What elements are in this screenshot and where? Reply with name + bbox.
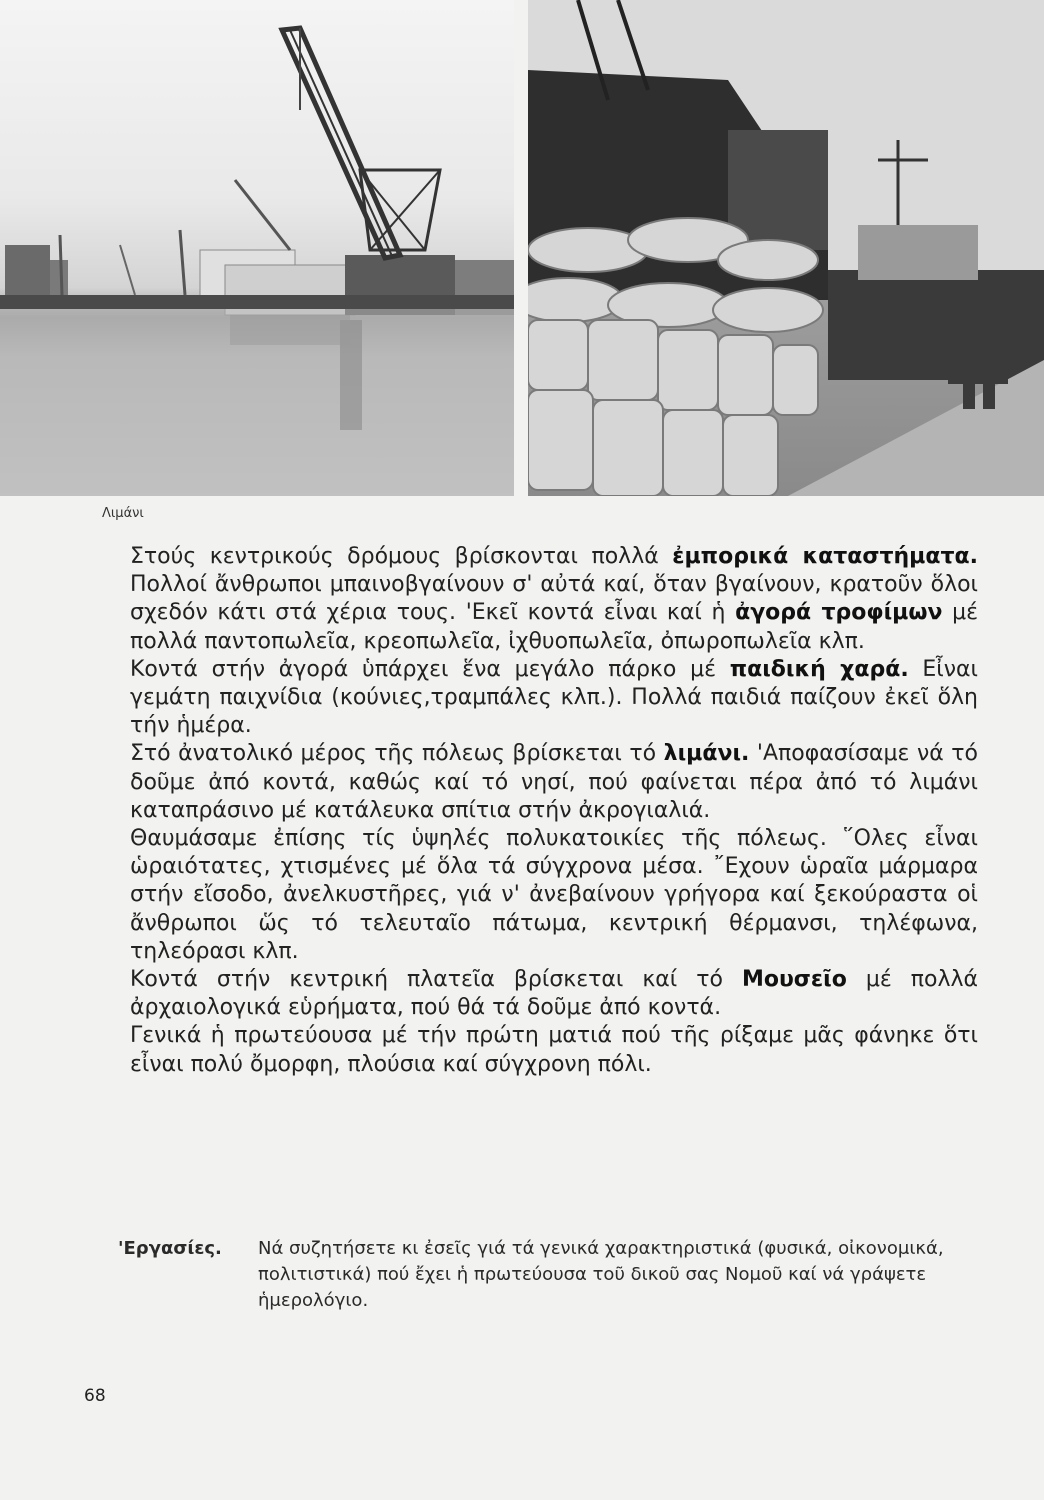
text-segment: Πολλοί ἄνθρωποι μπαινοβγαίνουν σ' αὐτά καί, ὅταν βγαίνουν, κρατοῦν ὅλοι σχεδόν κάτι στά χέρια τους. 'Εκεῖ κοντά εἶναι καί ἡ	[130, 572, 978, 626]
text-segment: μέ πολλά παντοπωλεῖα, κρεοπωλεῖα, ἰχθυοπωλεῖα, ὀπωροπωλεῖα κλπ.	[130, 600, 978, 654]
paragraph	[130, 1022, 978, 1078]
ship-sacks-photo	[528, 0, 1044, 496]
text-segment: Κοντά στήν κεντρική πλατεῖα βρίσκεται καί τό	[130, 967, 742, 993]
paragraph	[130, 966, 978, 1022]
paragraph	[130, 543, 978, 656]
paragraph	[130, 825, 978, 966]
text-segment: μέ πολλά ἀρχαιολογικά εὑρήματα, πού θά τά δοῦμε ἀπό κοντά.	[130, 967, 978, 1021]
photo-caption: Λιμάνι	[102, 506, 144, 521]
bold-term: λιμάνι.	[663, 741, 750, 767]
harbor-photo	[0, 0, 514, 496]
harbor-cranes-illustration	[0, 0, 514, 496]
main-text	[130, 543, 978, 1079]
text-segment: Κοντά στήν ἀγορά ὑπάρχει ἕνα μεγάλο πάρκο μέ	[130, 656, 730, 682]
text-segment: Θαυμάσαμε ἐπίσης τίς ὑψηλές πολυκατοικίες τῆς πόλεως. ῞Ολες εἶναι ὡραιότατες, χτισμένες μέ ὅλα τά σύγχρονα μέσα. ῎Εχουν ὡραῖα μάρμαρα στήν εἴσοδο, ἀνελκυστῆρες, γιά ν' ἀνεβαίνουν γρήγορα καί ξεκούραστα οἱ ἄνθρωποι ὥς τό τελευταῖο πάτωμα, κεντρική θέρμανσι, τηλέφωνα, τηλεόρασι κλπ.	[130, 826, 978, 964]
assignments-label: 'Εργασίες.	[118, 1238, 222, 1259]
text-segment: Εἶναι γεμάτη παιχνίδια (κούνιες,τραμπάλες κλπ.). Πολλά παιδιά παίζουν ἐκεῖ ὅλη τήν ἡμέρα.	[130, 656, 978, 739]
assignments-block	[118, 1236, 978, 1314]
bold-term: ἐμπορικά καταστήματα.	[672, 544, 978, 569]
text-segment: Στό ἀνατολικό μέρος τῆς πόλεως βρίσκεται τό	[130, 741, 664, 767]
text-segment: Στούς κεντρικούς δρόμους βρίσκονται πολλά	[130, 544, 673, 569]
assignments-text: Νά συζητήσετε κι ἐσεῖς γιά τά γενικά χαρακτηριστικά (φυσικά, οἰκονομικά, πολιτιστικά) πού ἔχει ἡ πρωτεύουσα τοῦ δικοῦ σας Νομοῦ καί νά γράψετε ἡμερολόγιο.	[258, 1238, 944, 1311]
bold-term: Μουσεῖο	[741, 967, 847, 993]
page-number: 68	[84, 1386, 106, 1406]
ship-sacks-illustration	[528, 0, 1044, 496]
bold-term: παιδική χαρά.	[729, 656, 909, 682]
paragraph	[130, 740, 978, 825]
text-segment: 'Αποφασίσαμε νά τό δοῦμε ἀπό κοντά, καθώς καί τό νησί, πού φαίνεται πέρα ἀπό τό λιμάνι καταπράσινο μέ κατάλευκα σπίτια στήν ἀκρογιαλιά.	[130, 741, 979, 823]
bold-term: ἀγορά τροφίμων	[735, 600, 943, 626]
text-segment: Γενικά ἡ πρωτεύουσα μέ τήν πρώτη ματιά πού τῆς ρίξαμε μᾶς φάνηκε ὅτι εἶναι πολύ ὄμορφη, πλούσια καί σύγχρονη πόλι.	[130, 1023, 978, 1077]
paragraph	[130, 656, 978, 741]
